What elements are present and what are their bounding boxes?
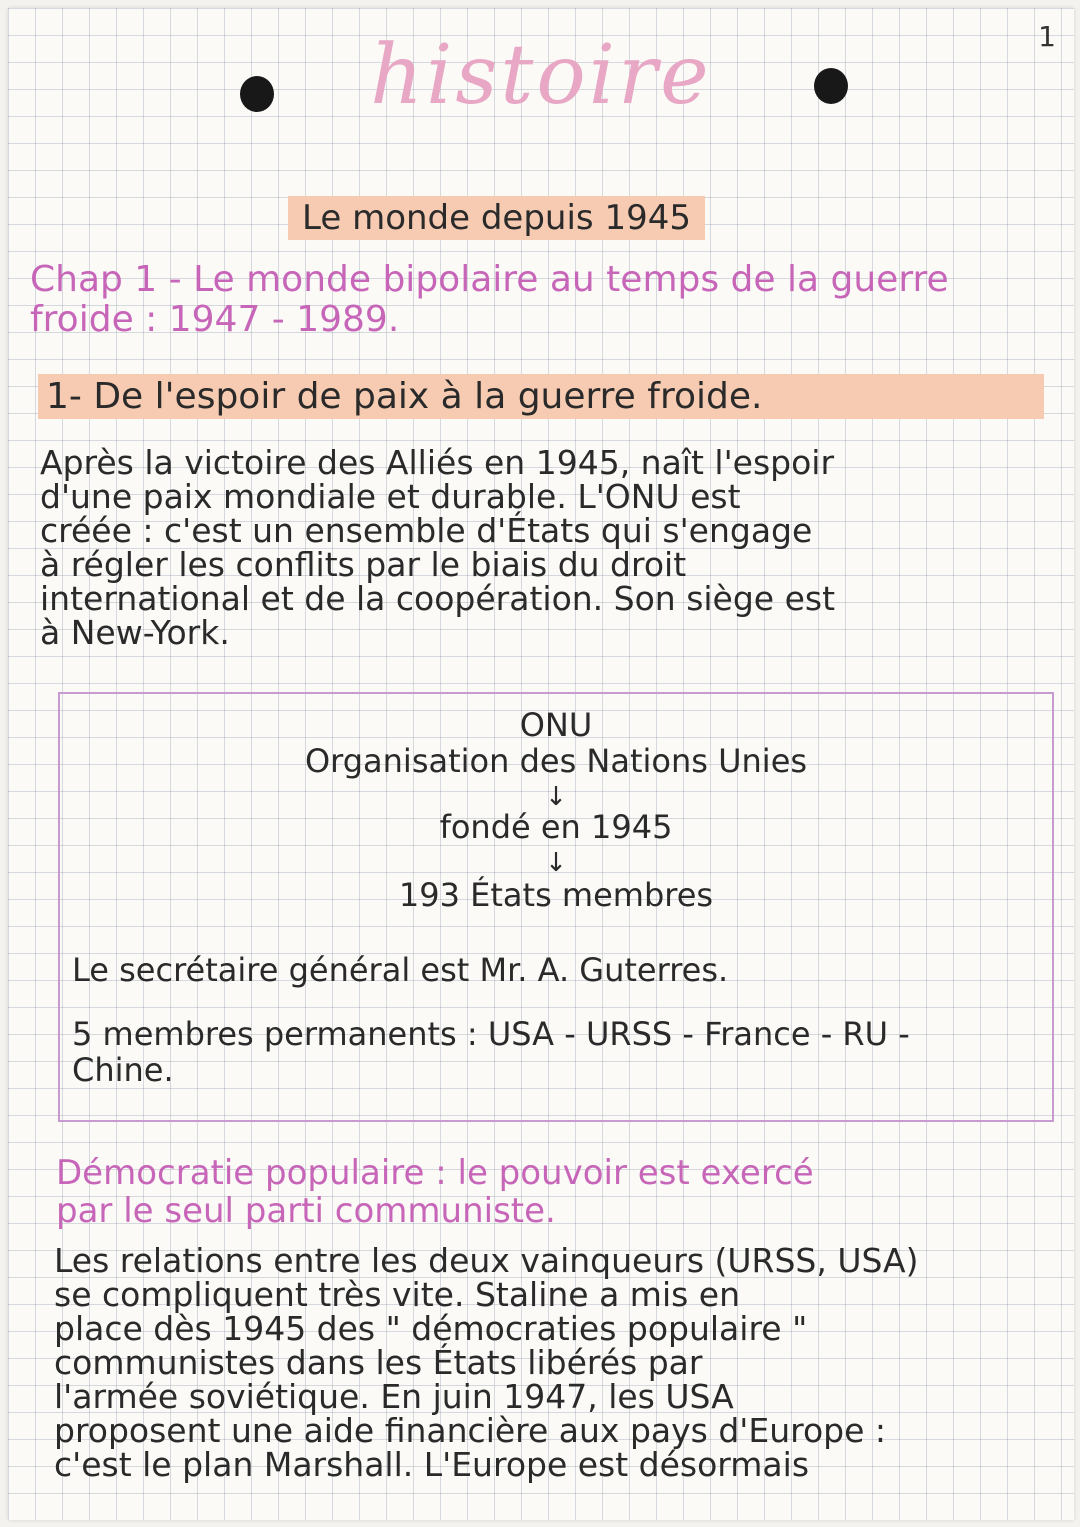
text-line: international et de la coopération. Son siège est: [40, 579, 836, 618]
text-line: c'est le plan Marshall. L'Europe est désormais: [54, 1445, 810, 1484]
page-title: histoire: [370, 28, 712, 123]
page-number: 1: [1038, 20, 1056, 53]
onu-members: 193 États membres: [398, 876, 714, 914]
notebook-page: [8, 8, 1074, 1520]
section-heading: 1- De l'espoir de paix à la guerre froide.: [38, 374, 1044, 419]
text-line: d'une paix mondiale et durable. L'ONU est: [40, 477, 741, 516]
text-line: Après la victoire des Alliés en 1945, naît l'espoir: [40, 443, 835, 482]
definition-line: par le seul parti communiste.: [56, 1191, 556, 1231]
onu-info-box: [58, 692, 1054, 1122]
text-line: l'armée soviétique. En juin 1947, les USA: [54, 1377, 734, 1416]
onu-founded: fondé en 1945: [439, 808, 673, 846]
onu-secretary: Le secrétaire général est Mr. A. Guterres.: [72, 951, 729, 989]
subtitle: Le monde depuis 1945: [288, 196, 705, 240]
text-line: communistes dans les États libérés par: [54, 1343, 703, 1382]
arrow-down-icon: ↓: [545, 782, 567, 812]
definition-line: Démocratie populaire : le pouvoir est exercé: [56, 1153, 814, 1193]
text-line: à régler les conflits par le biais du droit: [40, 545, 687, 584]
text-line: Les relations entre les deux vainqueurs (URSS, USA): [54, 1241, 919, 1280]
chapter-heading: Chap 1 - Le monde bipolaire au temps de la guerre froide : 1947 - 1989.: [30, 259, 949, 340]
definition-democratie-populaire: [56, 1154, 1056, 1230]
text-line: place dès 1945 des " démocraties populaire ": [54, 1309, 808, 1348]
text-line: créée : c'est un ensemble d'États qui s'engage: [40, 511, 813, 550]
onu-acronym: ONU: [519, 706, 593, 744]
text-line: se compliquent très vite. Staline a mis en: [54, 1275, 741, 1314]
text-line: proposent une aide financière aux pays d'Europe :: [54, 1411, 887, 1450]
onu-full-name: Organisation des Nations Unies: [304, 742, 808, 780]
arrow-down-icon: ↓: [545, 848, 567, 878]
onu-permanent-members: 5 membres permanents : USA - URSS - France - RU -: [72, 1015, 910, 1053]
onu-permanent-members-cont: Chine.: [72, 1051, 174, 1089]
text-line: à New-York.: [40, 613, 230, 652]
